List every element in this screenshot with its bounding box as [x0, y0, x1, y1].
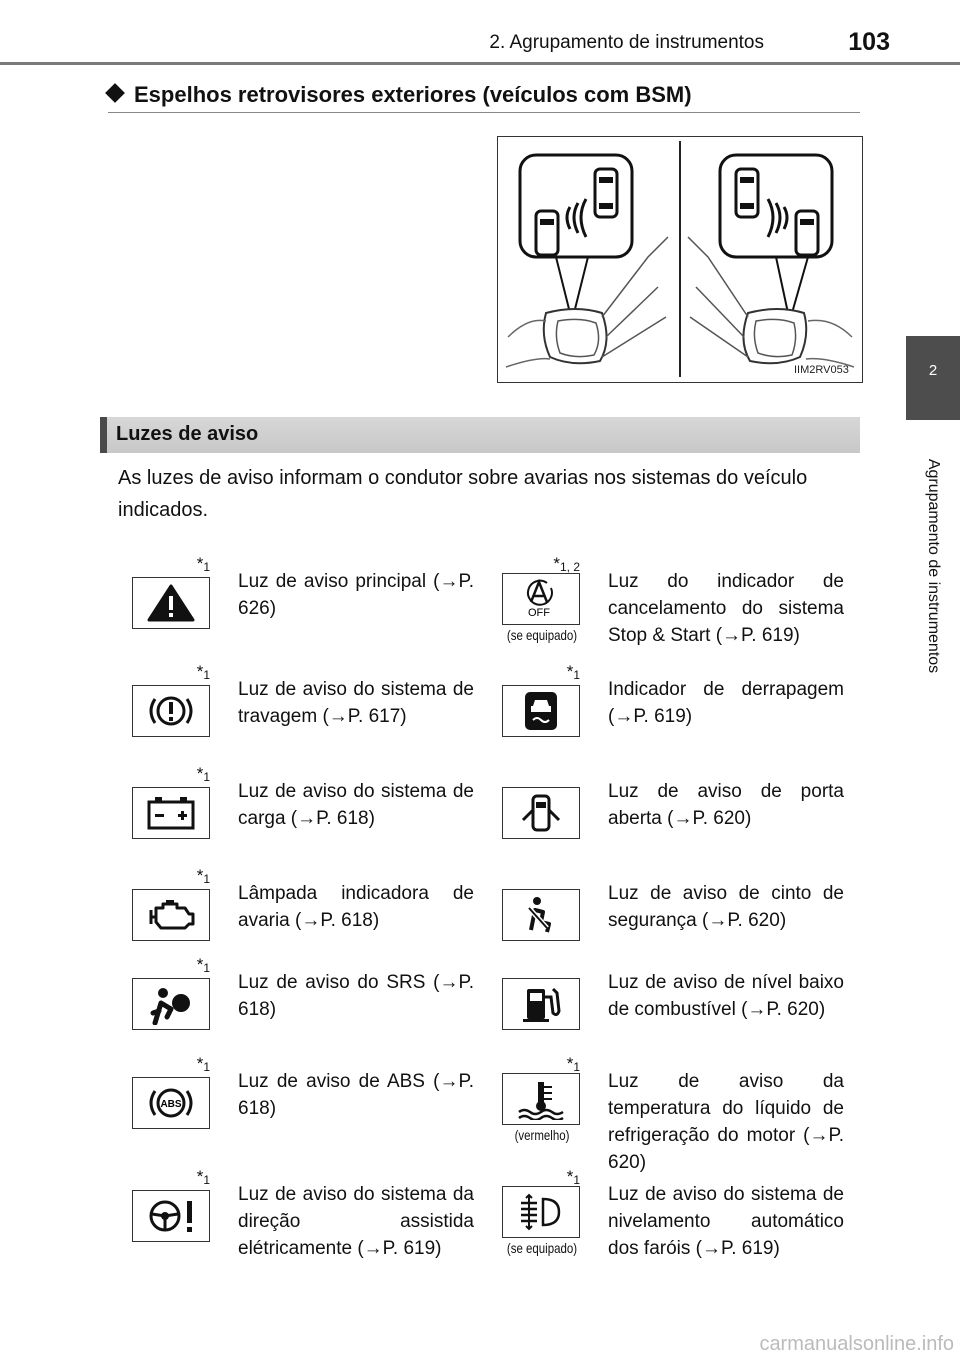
left-warning-icon-box	[132, 1077, 210, 1129]
right-warning-icon-box	[502, 1186, 580, 1238]
section-accent	[100, 417, 107, 453]
left-footnote-mark	[197, 764, 210, 784]
footnote-number: 1	[203, 1173, 210, 1187]
footnote-star: *	[566, 662, 574, 681]
mirror-illustration	[498, 137, 862, 382]
right-footnote-mark	[567, 662, 580, 682]
right-warning-icon-box	[502, 889, 580, 941]
brake-system-icon	[143, 690, 199, 732]
airbag-icon	[143, 983, 199, 1025]
left-warning-icon-box	[132, 787, 210, 839]
right-footnote-mark	[553, 554, 580, 574]
section-title: 2. Agrupamento de instrumentos	[489, 32, 764, 53]
left-warning-description: Luz de aviso do sistema da direção assistida elétricamente (→P. 619)	[238, 1184, 474, 1259]
subsection-rule	[108, 112, 860, 113]
seatbelt-icon	[513, 894, 569, 936]
footnote-number: 1, 2	[559, 560, 580, 574]
left-warning-description: Luz de aviso do sistema de travagem (→P. 617)	[238, 679, 474, 727]
engine-icon	[143, 894, 199, 936]
section-title-warning-lights: Luzes de aviso	[116, 423, 259, 445]
left-footnote-mark	[197, 554, 210, 574]
headlight-leveling-icon	[513, 1191, 569, 1233]
footnote-number: 1	[203, 961, 210, 975]
section-intro: As luzes de aviso informam o condutor sobre avarias nos sistemas do veículo indicados.	[118, 467, 808, 521]
footnote-star: *	[196, 1167, 204, 1186]
figure-code: IIM2RV053	[794, 364, 849, 376]
left-warning-icon-box	[132, 978, 210, 1030]
footnote-star: *	[553, 554, 560, 573]
left-warning-description: Lâmpada indicadora de avaria (→P. 618)	[238, 883, 474, 931]
right-warning-description: Indicador de derrapagem (→P. 619)	[608, 679, 844, 727]
footnote-star: *	[196, 955, 204, 974]
footnote-number: 1	[573, 668, 580, 682]
chapter-tab	[906, 420, 960, 712]
left-warning-description: Luz de aviso principal (→P. 626)	[238, 571, 474, 619]
footnote-star: *	[566, 1167, 574, 1186]
fuel-pump-icon	[513, 983, 569, 1025]
right-warning-description: Luz de aviso de cinto de segurança (→P. 620)	[608, 883, 844, 931]
footnote-star: *	[566, 1054, 574, 1073]
footnote-star: *	[196, 1054, 204, 1073]
left-warning-icon-box	[132, 1190, 210, 1242]
footnote-number: 1	[203, 1060, 210, 1074]
left-footnote-mark	[197, 955, 210, 975]
right-warning-icon-box	[502, 685, 580, 737]
chapter-tab-number: 2	[906, 336, 960, 420]
right-warning-description: Luz de aviso de porta aberta (→P. 620)	[608, 781, 844, 829]
right-warning-icon-box	[502, 573, 580, 625]
footnote-number: 1	[203, 872, 210, 886]
footnote-star: *	[196, 554, 204, 573]
left-warning-description: Luz de aviso do sistema de carga (→P. 618)	[238, 781, 474, 829]
left-warning-description: Luz de aviso de ABS (→P. 618)	[238, 1071, 474, 1119]
right-footnote-mark	[567, 1167, 580, 1187]
left-footnote-mark	[197, 866, 210, 886]
left-warning-icon-box	[132, 577, 210, 629]
left-footnote-mark	[197, 662, 210, 682]
stop-start-off-icon	[513, 578, 569, 620]
footnote-number: 1	[573, 1060, 580, 1074]
page-number: 103	[848, 28, 890, 56]
right-warning-description: Luz do indicador de cancelamento do sistema Stop & Start (→P. 619)	[608, 571, 844, 646]
watermark: carmanualsonline.info	[759, 1333, 954, 1355]
footnote-star: *	[196, 866, 204, 885]
section-header	[100, 417, 860, 453]
right-warning-icon-box	[502, 787, 580, 839]
subsection-title: Espelhos retrovisores exteriores (veículos com BSM)	[134, 82, 692, 107]
abs-icon	[143, 1082, 199, 1124]
header-rule	[0, 62, 960, 65]
right-warning-icon-box	[502, 978, 580, 1030]
subsection-heading	[108, 82, 692, 108]
right-warning-description: Luz de aviso de nível baixo de combustível (→P. 620)	[608, 972, 844, 1020]
right-warning-description: Luz de aviso da temperatura do líquido de refrigeração do motor (→P. 620)	[608, 1071, 844, 1173]
diamond-bullet-icon	[105, 83, 125, 103]
footnote-star: *	[196, 764, 204, 783]
right-icon-caption: (se equipado)	[506, 627, 578, 643]
off-label: OFF	[528, 607, 550, 619]
right-warning-description: Luz de aviso do sistema de nivelamento automático dos faróis (→P. 619)	[608, 1184, 844, 1259]
battery-icon	[143, 792, 199, 834]
slip-indicator-icon	[513, 690, 569, 732]
right-warning-icon-box	[502, 1073, 580, 1125]
coolant-temperature-icon	[513, 1078, 569, 1120]
mirror-figure	[497, 136, 863, 383]
chapter-tab-title: Agrupamento de instrumentos	[925, 458, 942, 674]
left-footnote-mark	[197, 1167, 210, 1187]
left-warning-description: Luz de aviso do SRS (→P. 618)	[238, 972, 474, 1020]
left-footnote-mark	[197, 1054, 210, 1074]
footnote-number: 1	[203, 560, 210, 574]
left-warning-icon-box	[132, 889, 210, 941]
footnote-number: 1	[203, 668, 210, 682]
power-steering-icon	[143, 1195, 199, 1237]
door-open-icon	[513, 792, 569, 834]
footnote-number: 1	[573, 1173, 580, 1187]
svg-text:ABS: ABS	[160, 1099, 182, 1110]
right-icon-caption: (se equipado)	[506, 1240, 578, 1256]
right-footnote-mark	[567, 1054, 580, 1074]
warning-triangle-icon	[143, 582, 199, 624]
right-icon-caption: (vermelho)	[514, 1127, 570, 1143]
left-warning-icon-box	[132, 685, 210, 737]
footnote-number: 1	[203, 770, 210, 784]
footnote-star: *	[196, 662, 204, 681]
